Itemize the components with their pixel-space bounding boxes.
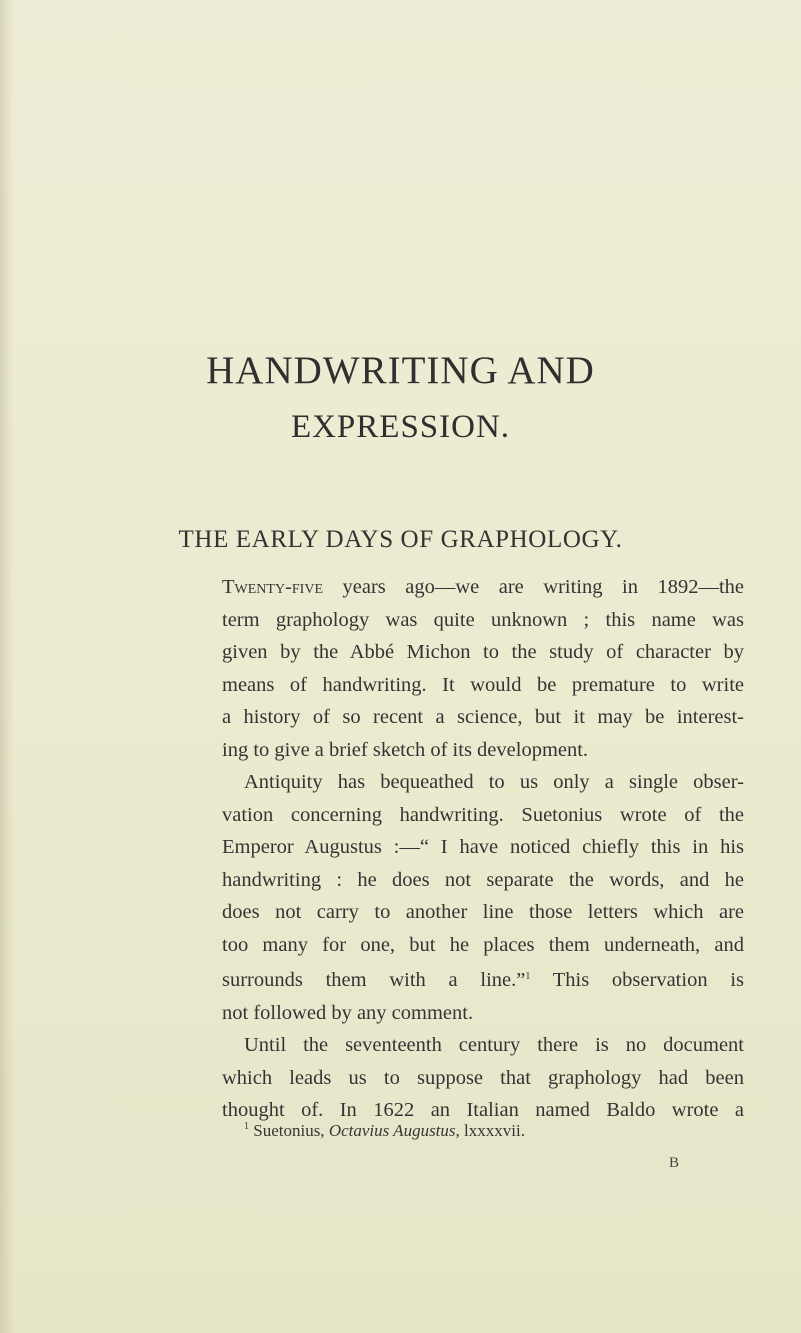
footnote: $^1$ Suetonius, Octavius Augustus, lxxxxvii.	[244, 1121, 525, 1140]
footnote-work-title: Octavius Augustus	[328, 1121, 456, 1140]
body-line: term graphology was quite unknown ; this name was	[222, 608, 744, 631]
body-line: a history of so recent a science, but it may be interest-	[222, 706, 744, 728]
body-line: Twenty-five years ago—we are writing in 1892—the	[222, 576, 744, 598]
body-line: surrounds them with a line.”$^1$ This observation is	[222, 969, 744, 991]
opening-small-caps: Twenty-five	[222, 576, 323, 598]
body-line: does not carry to another line those letters which are	[222, 901, 744, 923]
body-line: handwriting : he does not separate the words, and he	[222, 868, 744, 891]
section-heading: THE EARLY DAYS OF GRAPHOLOGY.	[178, 526, 623, 553]
footnote-reference: 1	[525, 971, 531, 982]
signature-mark: B	[669, 1155, 680, 1171]
chapter-title-line-1: HANDWRITING AND	[206, 349, 595, 392]
page-edge-shadow	[0, 0, 14, 1333]
body-line: Emperor Augustus :—“ I have noticed chiefly this in his	[222, 836, 744, 858]
body-line: vation concerning handwriting. Suetonius wrote of the	[222, 803, 744, 826]
chapter-title-line-2: EXPRESSION.	[290, 409, 511, 445]
body-line: not followed by any comment.	[222, 1001, 474, 1024]
body-line: too many for one, but he places them underneath, and	[222, 933, 744, 956]
body-line: means of handwriting. It would be premature to write	[222, 673, 744, 696]
body-line: Until the seventeenth century there is no document	[244, 1034, 744, 1056]
body-line: given by the Abbé Michon to the study of character by	[222, 641, 744, 663]
body-line: Antiquity has bequeathed to us only a single obser-	[244, 771, 744, 793]
body-line: which leads us to suppose that graphology had been	[222, 1066, 744, 1089]
body-text	[222, 571, 744, 1127]
body-line: ing to give a brief sketch of its development.	[222, 738, 589, 761]
body-line: thought of. In 1622 an Italian named Baldo wrote a	[222, 1099, 744, 1121]
footnote-marker: 1	[244, 1121, 249, 1132]
